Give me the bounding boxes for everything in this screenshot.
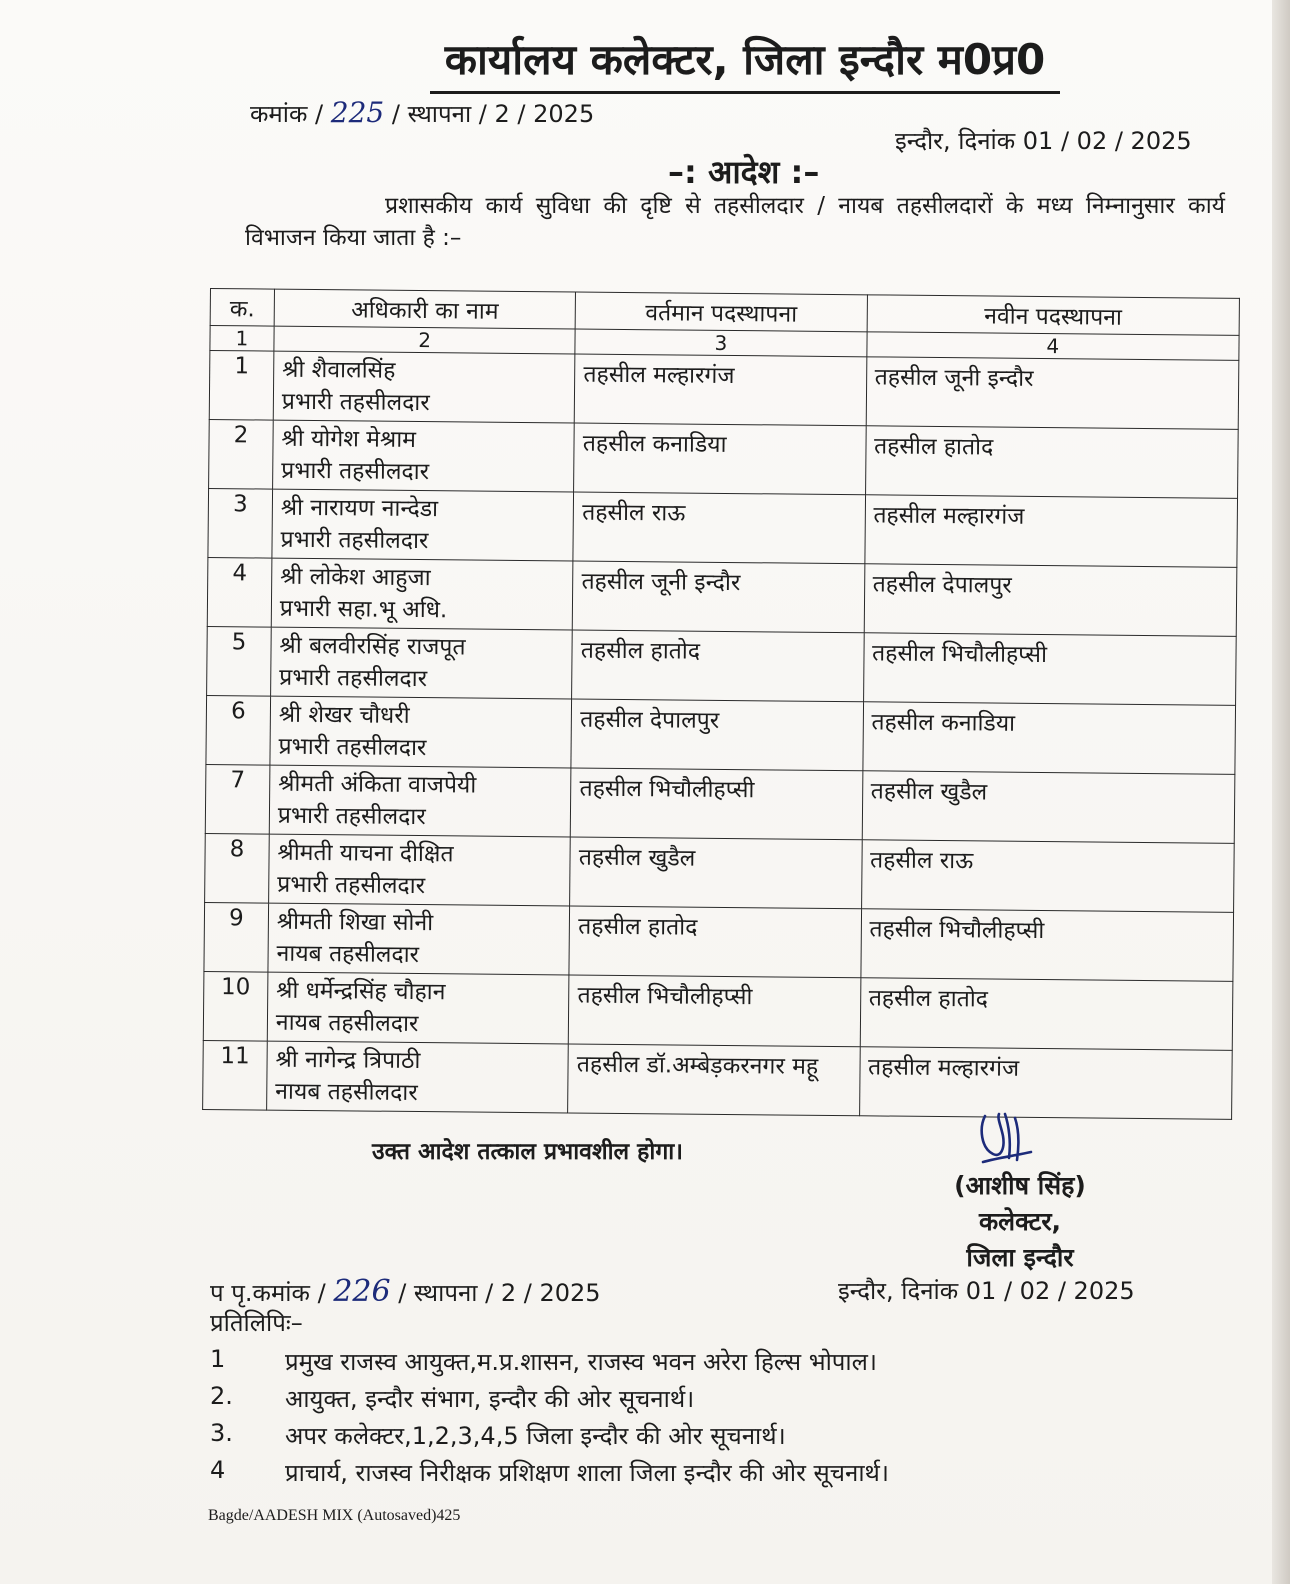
officer-name: श्री धर्मेन्द्रसिंह चौहान [276, 977, 446, 1006]
officer-cell [270, 696, 572, 768]
new-posting: तहसील खुडैल [862, 771, 1235, 844]
new-posting: तहसील राऊ [861, 840, 1234, 913]
copy-list [210, 1345, 889, 1493]
officer-designation: प्रभारी तहसीलदार [277, 802, 426, 831]
table-row [203, 1040, 1233, 1119]
file-footer: Bagde/AADESH MIX (Autosaved)425 [208, 1507, 461, 1524]
new-posting: तहसील कनाडिया [862, 702, 1235, 775]
current-posting: तहसील राऊ [573, 492, 865, 564]
row-sn: 4 [207, 557, 272, 627]
officer-cell [272, 489, 574, 561]
current-posting: तहसील खुडैल [570, 837, 862, 909]
row-sn: 2 [209, 419, 274, 489]
table-row [207, 557, 1237, 636]
new-posting: तहसील हातोद [865, 426, 1238, 499]
row-sn: 5 [207, 626, 272, 696]
table-row [205, 833, 1235, 912]
signatory-name: (आशीष सिंह) [954, 1171, 1086, 1200]
officer-designation: प्रभारी तहसीलदार [279, 664, 428, 693]
officer-designation: नायब तहसीलदार [276, 940, 420, 969]
new-posting: तहसील देपालपुर [864, 564, 1237, 637]
col-number: 1 [210, 326, 274, 352]
row-sn: 10 [203, 971, 268, 1041]
officer-cell [267, 972, 569, 1044]
list-item [210, 1419, 889, 1456]
officer-designation: प्रभारी तहसीलदार [280, 526, 429, 555]
ref-prefix: कमांक / [250, 100, 324, 128]
officer-cell [272, 420, 574, 492]
officer-cell [267, 1041, 569, 1113]
officer-cell [273, 351, 575, 423]
new-posting: तहसील हातोद [860, 978, 1233, 1051]
list-item [210, 1456, 889, 1493]
officer-designation: नायब तहसीलदार [275, 1009, 419, 1038]
table-row [204, 902, 1234, 981]
office-title: कार्यालय कलेक्टर, जिला इन्दौर म0प्र0 [430, 30, 1060, 94]
row-sn: 8 [205, 833, 270, 903]
new-posting: तहसील मल्हारगंज [864, 495, 1237, 568]
col-number: 2 [274, 326, 576, 354]
row-sn: 7 [205, 764, 270, 834]
ref-suffix: / स्थापना / 2 / 2025 [391, 100, 595, 128]
order-intro [245, 190, 1225, 254]
signatory-block [945, 1168, 1095, 1276]
list-item [210, 1345, 889, 1382]
new-posting: तहसील जूनी इन्दौर [866, 357, 1239, 430]
current-posting: तहसील हातोद [569, 906, 861, 978]
new-posting: तहसील मल्हारगंज [859, 1047, 1232, 1120]
order-date: इन्दौर, दिनांक 01 / 02 / 2025 [895, 127, 1192, 155]
allocation-table [202, 288, 1240, 1120]
copy-to-label: प्रतिलिपिः– [210, 1309, 303, 1337]
officer-name: श्री शेखर चौधरी [278, 701, 410, 729]
officer-cell [271, 627, 573, 699]
current-posting: तहसील देपालपुर [571, 699, 863, 771]
current-posting: तहसील कनाडिया [574, 423, 866, 495]
officer-name: श्री शैवालसिंह [282, 356, 396, 384]
endorsement-reference [210, 1274, 601, 1309]
table-row [206, 695, 1236, 774]
officer-designation: प्रभारी तहसीलदार [278, 733, 427, 762]
table-row [209, 351, 1239, 430]
order-reference [250, 96, 594, 130]
copy-number: 1 [210, 1345, 226, 1373]
officer-designation: नायब तहसीलदार [275, 1078, 418, 1107]
copy-recipient: अपर कलेक्टर,1,2,3,4,5 जिला इन्दौर की ओर सूचनार्थ। [285, 1422, 786, 1450]
officer-cell [269, 834, 571, 906]
col-number: 3 [575, 329, 866, 357]
signatory-title: कलेक्टर, [978, 1207, 1062, 1236]
signatory-district: जिला इन्दौर [966, 1243, 1074, 1272]
endorsement-date: इन्दौर, दिनांक 01 / 02 / 2025 [838, 1277, 1135, 1305]
table-row [207, 626, 1237, 705]
page-edge-shadow [1272, 0, 1290, 1584]
copy-number: 3. [210, 1419, 233, 1447]
header-sn: क. [210, 289, 274, 327]
officer-name: श्री नागेन्द्र त्रिपाठी [275, 1046, 421, 1075]
col-number: 4 [866, 332, 1239, 361]
officer-name: श्री लोकेश आहुजा [280, 563, 431, 592]
officer-cell [269, 765, 571, 837]
officer-cell [268, 903, 570, 975]
officer-name: श्रीमती अंकिता वाजपेयी [278, 770, 477, 799]
table-row [203, 971, 1233, 1050]
row-sn: 3 [208, 488, 273, 558]
table-row [209, 419, 1239, 498]
officer-name: श्री बलवीरसिंह राजपूत [279, 632, 466, 661]
officer-name: श्री नारायण नान्देडा [280, 494, 439, 523]
current-posting: तहसील भिचौलीहप्सी [569, 975, 861, 1047]
signature-mark [975, 1108, 1035, 1170]
row-sn: 6 [206, 695, 271, 765]
row-sn: 9 [204, 902, 269, 972]
current-posting: तहसील जूनी इन्दौर [573, 561, 865, 633]
effective-note: उक्त आदेश तत्काल प्रभावशील होगा। [372, 1139, 683, 1165]
endorsement-ref-number-handwritten: 226 [333, 1274, 391, 1309]
officer-designation: प्रभारी तहसीलदार [277, 871, 426, 900]
intro-text: प्रशासकीय कार्य सुविधा की दृष्टि से तहसीलदार / नायब तहसीलदारों के मध्य निम्नानुसार कार्य विभाजन किया जाता है :– [245, 193, 1225, 251]
endorsement-ref-suffix: / स्थापना / 2 / 2025 [398, 1279, 601, 1307]
officer-designation: प्रभारी तहसीलदार [281, 388, 430, 417]
current-posting: तहसील हातोद [572, 630, 864, 702]
current-posting: तहसील भिचौलीहप्सी [571, 768, 863, 840]
copy-recipient: आयुक्त, इन्दौर संभाग, इन्दौर की ओर सूचनार्थ। [285, 1385, 695, 1413]
row-sn: 1 [209, 351, 274, 421]
header-officer-name: अधिकारी का नाम [274, 289, 576, 329]
officer-designation: प्रभारी तहसीलदार [281, 457, 430, 486]
new-posting: तहसील भिचौलीहप्सी [863, 633, 1236, 706]
ref-number-handwritten: 225 [330, 96, 385, 129]
table-row [205, 764, 1235, 843]
current-posting: तहसील डॉ.अम्बेड़करनगर महू [568, 1044, 860, 1116]
officer-cell [271, 558, 573, 630]
officer-name: श्रीमती याचना दीक्षित [277, 839, 454, 868]
officer-name: श्रीमती शिखा सोनी [276, 908, 434, 937]
copy-recipient: प्राचार्य, राजस्व निरीक्षक प्रशिक्षण शाला जिला इन्दौर की ओर सूचनार्थ। [285, 1459, 889, 1487]
new-posting: तहसील भिचौलीहप्सी [860, 909, 1233, 982]
endorsement-ref-prefix: प पृ.कमांक / [210, 1279, 326, 1307]
list-item [210, 1382, 889, 1419]
table-row [208, 488, 1238, 567]
copy-number: 4 [210, 1456, 226, 1484]
officer-name: श्री योगेश मेश्राम [281, 425, 417, 453]
copy-recipient: प्रमुख राजस्व आयुक्त,म.प्र.शासन, राजस्व भवन अरेरा हिल्स भोपाल। [285, 1348, 877, 1376]
current-posting: तहसील मल्हारगंज [575, 354, 867, 426]
header-new-posting: नवीन पदस्थापना [867, 295, 1240, 336]
copy-number: 2. [210, 1382, 233, 1410]
row-sn: 11 [203, 1040, 268, 1110]
officer-designation: प्रभारी सहा.भू अधि. [279, 595, 448, 624]
order-heading: –: आदेश :– [668, 153, 820, 191]
header-current-posting: वर्तमान पदस्थापना [575, 292, 867, 332]
